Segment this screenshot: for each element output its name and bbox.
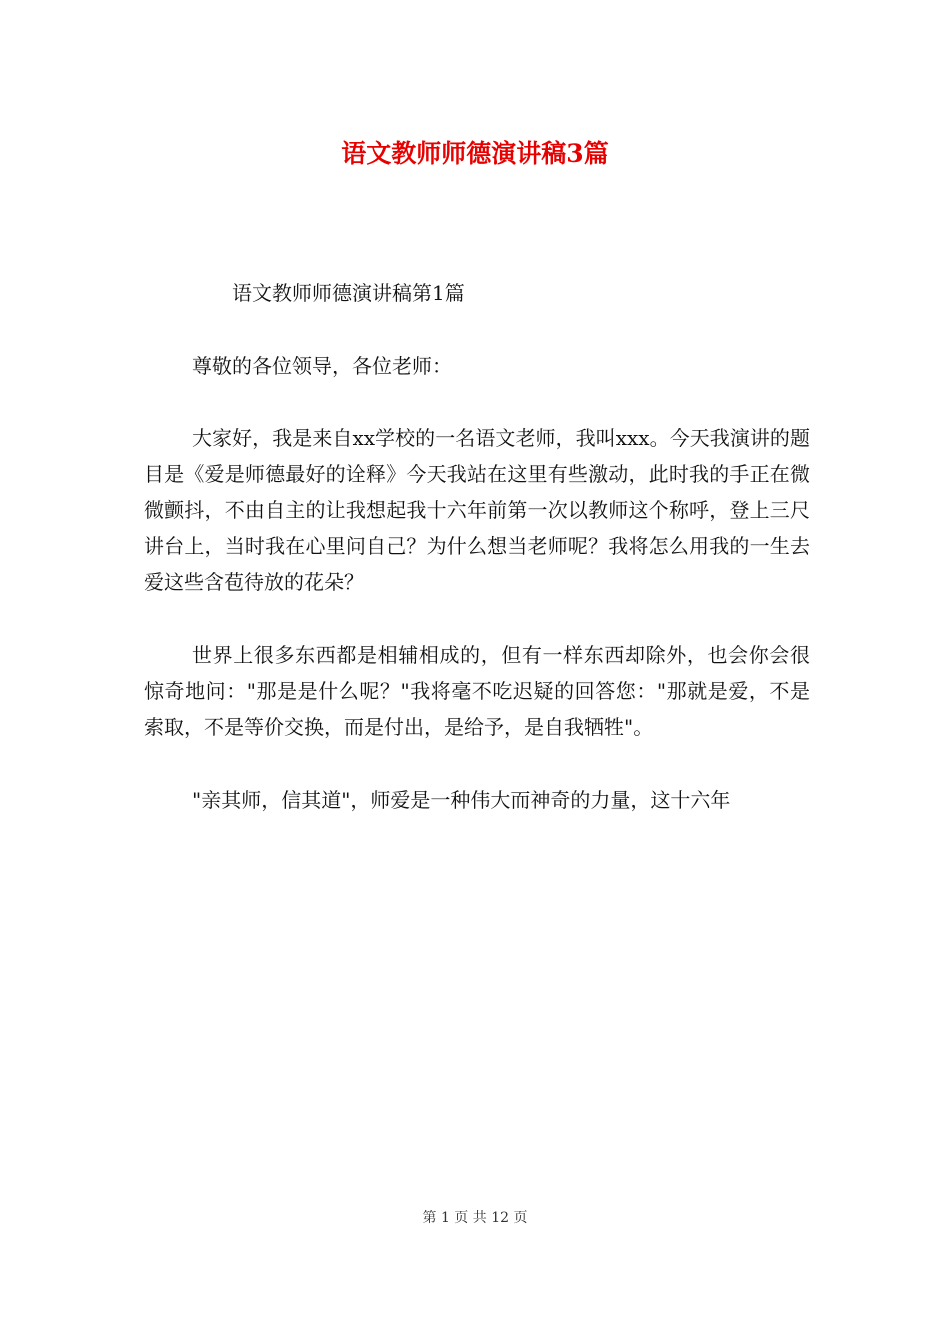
body-paragraph-3: "亲其师，信其道"，师爱是一种伟大而神奇的力量，这十六年 xyxy=(192,788,731,812)
document-body xyxy=(144,275,810,855)
body-paragraph-1: 大家好，我是来自xx学校的一名语文老师，我叫xxx。今天我演讲的题目是《爱是师德最好的诠释》今天我站在这里有些激动，此时我的手正在微微颤抖，不由自主的让我想起我十六年前第一次以教师这个称呼，登上三尺讲台上，当时我在心里问自己？为什么想当老师呢？我将怎么用我的一生去爱这些含苞待放的花朵？ xyxy=(144,426,810,594)
page-footer: 第 1 页 共 12 页 xyxy=(422,1210,528,1226)
document-title: 语文教师师德演讲稿3篇 xyxy=(341,139,609,168)
greeting-paragraph: 尊敬的各位领导，各位老师： xyxy=(192,354,452,378)
section-heading: 语文教师师德演讲稿第1篇 xyxy=(232,281,465,305)
body-paragraph-2: 世界上很多东西都是相辅相成的，但有一样东西却除外，也会你会很惊奇地问："那是是什么呢？"我将毫不吃迟疑的回答您："那就是爱，不是索取，不是等价交换，而是付出，是给予，是自我牺牲"。 xyxy=(144,643,810,739)
